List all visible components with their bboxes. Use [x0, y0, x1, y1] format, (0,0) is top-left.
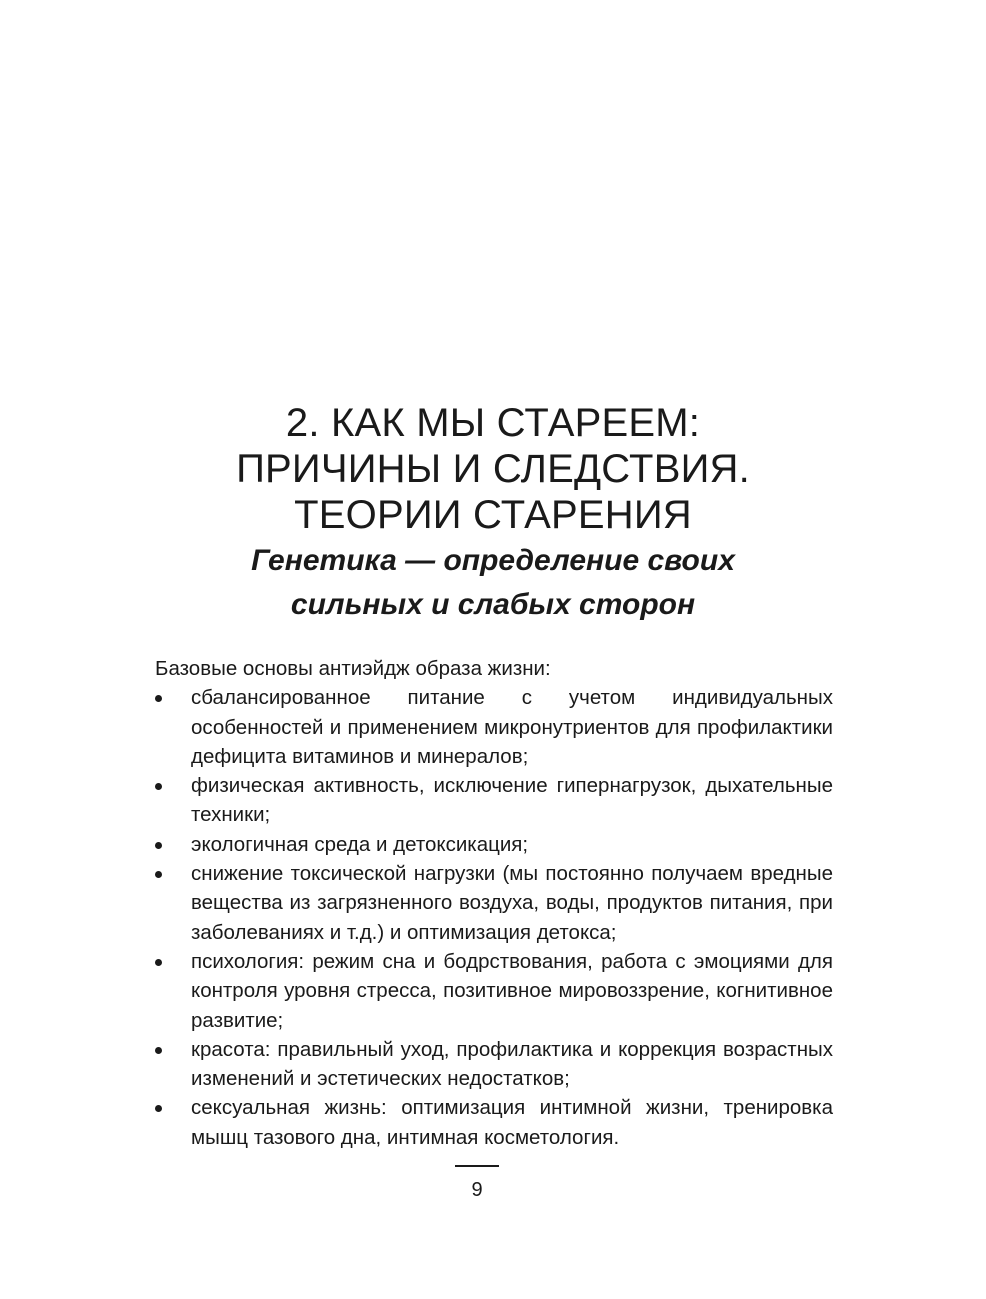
- list-item-text: снижение токсической нагрузки (мы постоянно получаем вредные вещества из загрязненного воздуха, воды, продуктов питания, при заболеваниях и т.д.) и оптимизация детокса;: [191, 862, 833, 944]
- bullet-icon: [155, 842, 162, 849]
- chapter-title: [150, 400, 836, 538]
- chapter-title-line: ТЕОРИИ СТАРЕНИЯ: [294, 493, 692, 537]
- list-item-text: экологичная среда и детоксикация;: [191, 832, 529, 856]
- list-item: [155, 859, 833, 947]
- bullet-icon: [155, 1047, 162, 1054]
- list-item-text: физическая активность, исключение гипернагрузок, дыхательные техники;: [191, 774, 833, 827]
- bullet-icon: [155, 1105, 162, 1112]
- chapter-title-line: 2. КАК МЫ СТАРЕЕМ:: [285, 401, 701, 445]
- list-item: [155, 1093, 833, 1152]
- list-item-text: сексуальная жизнь: оптимизация интимной жизни, тренировка мышц тазового дна, интимная косметология.: [191, 1096, 833, 1149]
- list-item-text: сбалансированное питание с учетом индивидуальных особенностей и применением микронутриентов для профилактики дефицита витаминов и минералов;: [191, 686, 833, 768]
- bullet-icon: [155, 959, 162, 966]
- list-item: [155, 1035, 833, 1094]
- bullet-icon: [155, 695, 162, 702]
- bullet-icon: [155, 871, 162, 878]
- list-item: [155, 830, 833, 859]
- list-item-text: психология: режим сна и бодрствования, работа с эмоциями для контроля уровня стресса, позитивное мировоззрение, когнитивное развитие;: [191, 949, 833, 1032]
- list-item: [155, 947, 833, 1035]
- bullet-list: [155, 683, 833, 1152]
- chapter-title-line: ПРИЧИНЫ И СЛЕДСТВИЯ.: [236, 447, 750, 491]
- list-item: [155, 683, 833, 771]
- intro-paragraph: Базовые основы антиэйдж образа жизни:: [155, 657, 551, 680]
- list-item: [155, 771, 833, 830]
- list-item-text: красота: правильный уход, профилактика и коррекция возрастных изменений и эстетических недостатков;: [191, 1037, 833, 1091]
- footer-divider: [455, 1165, 499, 1167]
- chapter-subtitle-line: сильных и слабых сторон: [290, 588, 696, 621]
- chapter-subtitle-line: Генетика — определение своих: [251, 544, 735, 577]
- chapter-subtitle: [150, 539, 836, 627]
- page-number: 9: [471, 1179, 483, 1201]
- body-text: [155, 654, 833, 1152]
- bullet-icon: [155, 783, 162, 790]
